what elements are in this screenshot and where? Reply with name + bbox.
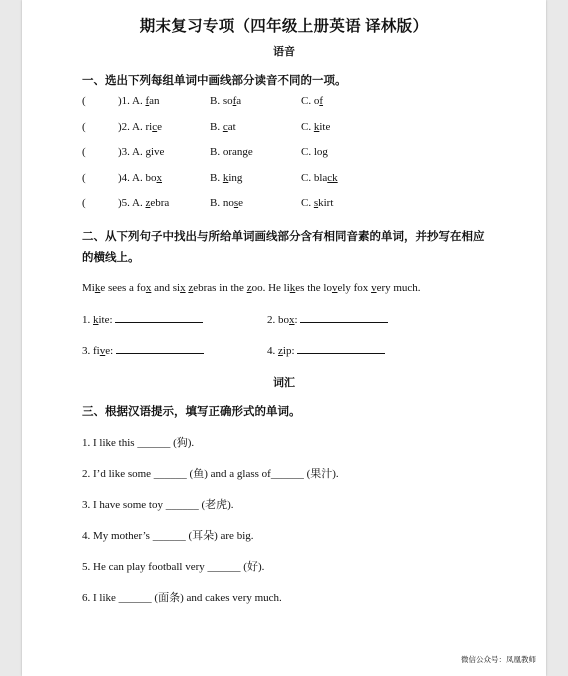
underlined-letter: c	[152, 120, 158, 133]
word-text: B.	[210, 171, 223, 184]
vocab-item	[82, 589, 282, 605]
underlined-letter: s	[313, 197, 319, 209]
option-a	[118, 146, 164, 158]
fill-item	[267, 344, 385, 357]
section-label-phonics: 语音	[273, 46, 295, 58]
question-number: )4. A.	[118, 171, 146, 184]
option-c	[301, 95, 323, 107]
word-text: e	[238, 197, 244, 209]
item-text: 5. He can play football very	[82, 561, 208, 573]
vocab-item	[82, 496, 234, 512]
word-text: C. lo	[301, 146, 323, 158]
item-suffix: :	[294, 314, 301, 326]
option-b	[210, 146, 253, 158]
underlined-letter: k	[94, 282, 101, 294]
answer-blank[interactable]: ______	[118, 592, 152, 604]
word-text: C.	[301, 197, 314, 209]
option-c	[301, 197, 333, 209]
underlined-letter: x	[289, 314, 295, 326]
answer-bracket[interactable]: (	[82, 146, 86, 158]
word-text: ri	[145, 120, 153, 133]
answer-blank[interactable]: ______	[153, 468, 187, 480]
word-text: B. no	[210, 197, 234, 209]
item-text: 3. I have some toy	[82, 499, 166, 511]
underlined-letter: c	[222, 120, 228, 133]
underlined-letter: k	[313, 120, 320, 133]
word-text: oo. He li	[251, 282, 290, 294]
word-text: C. bla	[301, 171, 328, 184]
word-text: ebras in the	[193, 282, 247, 294]
word-text: ite	[319, 120, 331, 133]
item-text: 2. I’d like some	[82, 468, 154, 480]
item-text: 6. I like	[82, 592, 119, 604]
chinese-hint: (耳朵) are big.	[185, 530, 254, 542]
word-text: at	[227, 120, 236, 133]
answer-blank[interactable]: ______	[165, 499, 199, 511]
answer-blank[interactable]	[297, 344, 385, 354]
underlined-letter: k	[93, 314, 99, 326]
question-number: )3. A.	[118, 146, 146, 158]
underlined-letter: k	[289, 282, 296, 294]
chinese-hint: (鱼) and a glass of	[186, 468, 271, 480]
option-a	[118, 172, 162, 184]
option-a	[118, 95, 160, 107]
word-text: kirt	[318, 197, 334, 209]
underlined-letter: v	[99, 345, 106, 357]
answer-bracket[interactable]: (	[82, 171, 86, 184]
underlined-letter: v	[371, 282, 377, 294]
option-c	[301, 172, 338, 184]
word-text: a	[236, 95, 242, 107]
answer-blank[interactable]	[300, 313, 388, 323]
word-text: Mi	[82, 282, 95, 294]
part2-heading-line2: 的横线上。	[82, 252, 140, 264]
word-text: es the lo	[295, 282, 332, 294]
underlined-letter: z	[145, 197, 151, 209]
underlined-letter: g	[242, 146, 248, 158]
part2-heading-line1: 二、从下列句子中找出与所给单词画线部分含有相同音素的单词，并抄写在相应	[82, 231, 485, 243]
word-text: bo	[145, 171, 157, 184]
underlined-letter: ck	[327, 171, 338, 184]
option-b	[210, 121, 236, 133]
question-number: )2. A.	[118, 120, 146, 133]
part2-sentence	[82, 282, 421, 294]
item-prefix: 1.	[82, 314, 93, 326]
part1-heading: 一、选出下列每组单词中画线部分读音不同的一项。	[82, 75, 347, 87]
page-title: 期末复习专项（四年级上册英语 译林版）	[139, 18, 429, 35]
option-b	[210, 95, 241, 107]
word-text: C. o	[301, 95, 320, 107]
section-label-vocab: 词汇	[273, 377, 295, 389]
underlined-letter: x	[180, 282, 186, 294]
underlined-letter: z	[188, 282, 194, 294]
underlined-letter: g	[322, 146, 328, 158]
option-c	[301, 146, 328, 158]
item-prefix: 3. fi	[82, 345, 100, 357]
underlined-letter: k	[222, 171, 229, 184]
underlined-letter: s	[233, 197, 239, 209]
answer-blank[interactable]	[116, 344, 204, 354]
question-number: )5. A.	[118, 197, 146, 209]
question-number: )1. A.	[118, 95, 146, 107]
vocab-item	[82, 434, 194, 450]
document-page	[22, 0, 546, 676]
word-text: ebra	[150, 197, 170, 209]
underlined-letter: f	[232, 95, 237, 107]
answer-blank[interactable]	[115, 313, 203, 323]
item-prefix: 4.	[267, 345, 278, 357]
item-suffix: ite:	[98, 314, 116, 326]
vocab-item	[82, 465, 339, 481]
underlined-letter: v	[331, 282, 338, 294]
underlined-letter: z	[278, 345, 283, 357]
answer-bracket[interactable]: (	[82, 120, 86, 133]
chinese-hint: (狗).	[170, 437, 195, 449]
option-c	[301, 121, 330, 133]
chinese-hint: (面条) and cakes very much.	[151, 592, 282, 604]
word-text: B. oran	[210, 146, 243, 158]
fill-item	[267, 313, 388, 326]
word-text: e	[247, 146, 253, 158]
chinese-hint: (老虎).	[198, 499, 234, 511]
underlined-letter: x	[156, 171, 162, 184]
underlined-letter: g	[145, 146, 151, 158]
chinese-hint: (好).	[240, 561, 265, 573]
item-suffix: e:	[105, 345, 116, 357]
vocab-item	[82, 527, 254, 543]
word-text: B. so	[210, 95, 233, 107]
option-b	[210, 197, 243, 209]
answer-bracket[interactable]: (	[82, 95, 86, 107]
option-a	[118, 197, 169, 209]
footer-credit: 微信公众号：凤凰教师	[461, 655, 536, 664]
fill-item	[82, 313, 203, 326]
answer-blank[interactable]: ______	[152, 530, 186, 542]
underlined-letter: f	[319, 95, 324, 107]
underlined-letter: z	[246, 282, 252, 294]
word-text: ive	[151, 146, 165, 158]
part3-heading: 三、根据汉语提示，填写正确形式的单词。	[82, 406, 301, 418]
answer-bracket[interactable]: (	[82, 197, 86, 209]
word-text: B.	[210, 120, 223, 133]
answer-blank[interactable]: ______	[137, 437, 171, 449]
item-prefix: 2. bo	[267, 314, 289, 326]
vocab-item	[82, 558, 264, 574]
word-text: ing	[228, 171, 243, 184]
word-text: e sees a fo	[100, 282, 146, 294]
word-text: C.	[301, 120, 314, 133]
word-text: ery much.	[376, 282, 421, 294]
item-text: 4. My mother’s	[82, 530, 153, 542]
underlined-letter: x	[145, 282, 152, 294]
word-text: an	[149, 95, 160, 107]
option-a	[118, 121, 162, 133]
word-text: e	[157, 120, 163, 133]
word-text: ely fox	[337, 282, 372, 294]
item-text-rest: ______ (果汁).	[270, 468, 339, 480]
underlined-letter: f	[145, 95, 150, 107]
answer-blank[interactable]: ______	[207, 561, 241, 573]
fill-item	[82, 344, 204, 357]
item-suffix: ip:	[282, 345, 298, 357]
option-b	[210, 172, 242, 184]
item-text: 1. I like this	[82, 437, 138, 449]
word-text: and si	[151, 282, 181, 294]
